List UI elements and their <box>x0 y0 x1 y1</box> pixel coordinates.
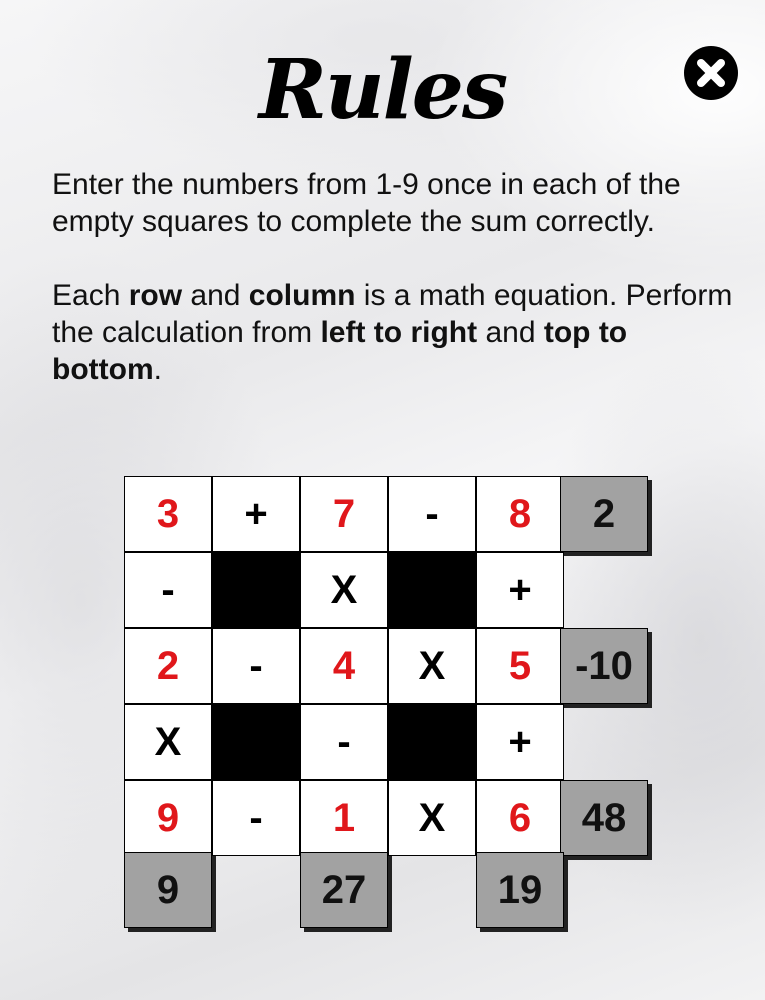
grid-cell-number: 6 <box>476 780 564 856</box>
rules-paragraph-1: Enter the numbers from 1-9 once in each of the empty squares to complete the sum correctly. <box>52 168 681 238</box>
rules-description <box>52 166 742 388</box>
grid-cell-blocked <box>212 552 300 628</box>
grid-cell-operator: + <box>476 552 564 628</box>
page-title: Rules <box>258 42 507 138</box>
rules-bold-column: column <box>248 279 356 312</box>
grid-cell-operator: - <box>300 704 388 780</box>
rules-bold-top-to-bottom: top to bottom <box>52 316 628 386</box>
grid-cell-operator: X <box>388 628 476 704</box>
rules-bold-row: row <box>128 279 183 312</box>
grid-cell-number: 5 <box>476 628 564 704</box>
grid-cell-operator: - <box>388 476 476 552</box>
column-result-box: 19 <box>476 852 564 928</box>
grid-cell-operator: - <box>124 552 212 628</box>
grid-cell-blocked <box>212 704 300 780</box>
row-result-box: 2 <box>560 476 648 552</box>
row-result-box: 48 <box>560 780 648 856</box>
grid-cell-number: 2 <box>124 628 212 704</box>
grid-cell-number: 1 <box>300 780 388 856</box>
grid-cell-operator: + <box>212 476 300 552</box>
rules-text-segment: Each <box>52 279 129 312</box>
rules-text-segment: and <box>182 279 249 312</box>
rules-text-segment: and <box>477 316 544 349</box>
grid-cell-operator: + <box>476 704 564 780</box>
rules-paragraph-2 <box>52 277 742 388</box>
grid-cell-operator: - <box>212 628 300 704</box>
grid-cell-number: 3 <box>124 476 212 552</box>
rules-text-segment: is a math equation. Perform the calculation from <box>52 279 733 349</box>
grid-cell-blocked <box>388 704 476 780</box>
grid-cell-number: 9 <box>124 780 212 856</box>
column-result-box: 27 <box>300 852 388 928</box>
rules-bold-left-to-right: left to right <box>320 316 478 349</box>
grid-cell-operator: X <box>300 552 388 628</box>
column-result-box: 9 <box>124 852 212 928</box>
grid-cell-operator: X <box>388 780 476 856</box>
close-button[interactable] <box>684 46 738 100</box>
grid-cell-blocked <box>388 552 476 628</box>
rules-text-segment: . <box>153 353 162 386</box>
grid-cell-number: 4 <box>300 628 388 704</box>
row-result-box: -10 <box>560 628 648 704</box>
grid-cell-number: 8 <box>476 476 564 552</box>
grid-cell-number: 7 <box>300 476 388 552</box>
grid-cell-operator: - <box>212 780 300 856</box>
close-icon <box>684 46 738 100</box>
grid-cell-operator: X <box>124 704 212 780</box>
